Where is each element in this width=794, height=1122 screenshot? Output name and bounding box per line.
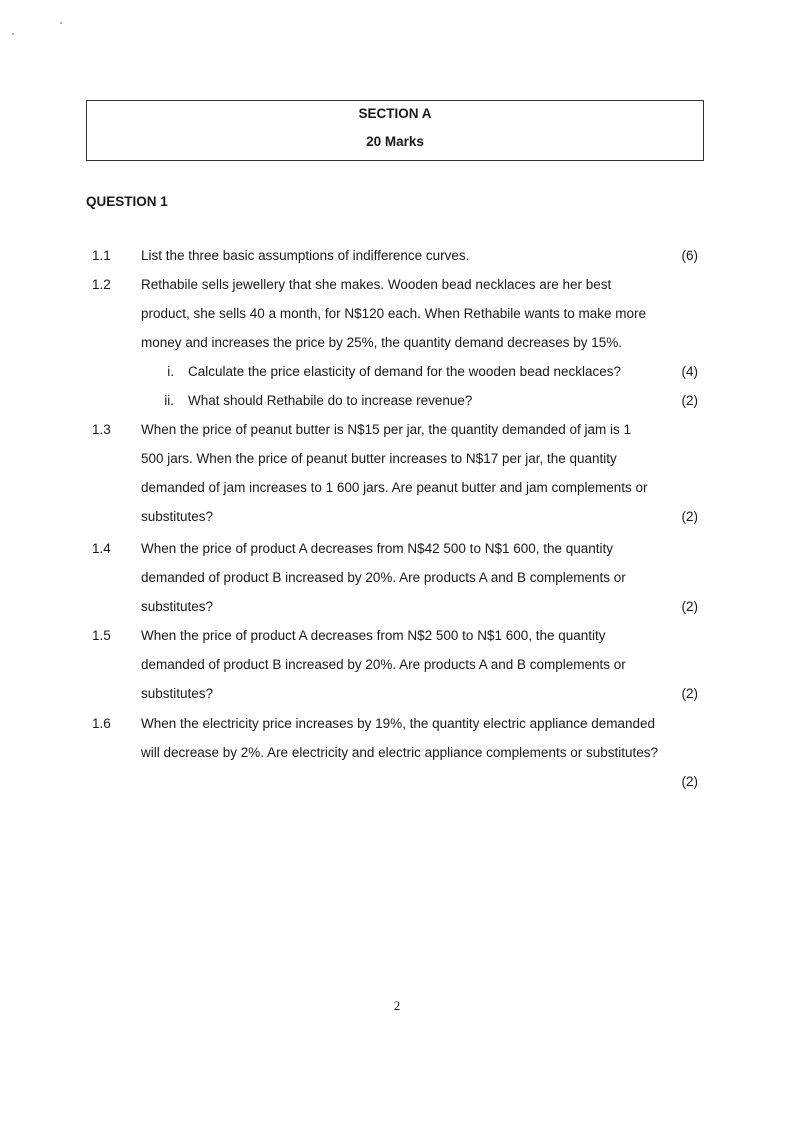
question-1-1 (92, 241, 698, 270)
question-1-4 (92, 534, 698, 621)
question-number: 1.1 (92, 248, 111, 263)
question-text: product, she sells 40 a month, for N$120 each. When Rethabile wants to make more (141, 306, 647, 321)
question-text: money and increases the price by 25%, the quantity demand decreases by 15%. (141, 335, 623, 350)
question-text: demanded of jam increases to 1 600 jars. Are peanut butter and jam complements or (141, 480, 648, 495)
scan-speck (60, 22, 62, 24)
question-text: When the electricity price increases by 19%, the quantity electric appliance demanded (141, 716, 656, 731)
section-header-box (86, 100, 704, 161)
question-text: Rethabile sells jewellery that she makes. Wooden bead necklaces are her best (141, 277, 612, 292)
page-number: 2 (393, 998, 401, 1013)
question-text: List the three basic assumptions of indifference curves. (141, 248, 470, 263)
question-text: demanded of product B increased by 20%. Are products A and B complements or (141, 570, 626, 585)
question-number: 1.5 (92, 628, 111, 643)
question-text: substitutes? (141, 686, 214, 701)
question-text: When the price of peanut butter is N$15 per jar, the quantity demanded of jam is 1 (141, 422, 632, 437)
subquestion-text: What should Rethabile do to increase revenue? (188, 393, 473, 408)
question-1-6 (92, 709, 698, 796)
section-marks: 20 Marks (366, 134, 424, 149)
question-number: 1.6 (92, 716, 111, 731)
question-marks: (2) (681, 599, 698, 614)
question-text: 500 jars. When the price of peanut butter increases to N$17 per jar, the quantity (141, 451, 617, 466)
question-1-2 (92, 270, 698, 357)
question-marks: (6) (681, 248, 698, 263)
subquestion-ii (146, 386, 698, 415)
question-marks: (2) (681, 686, 698, 701)
subquestion-number: ii. (164, 393, 174, 408)
question-title: QUESTION 1 (86, 194, 168, 209)
question-text: will decrease by 2%. Are electricity and electric appliance complements or substitutes? (141, 745, 658, 760)
question-number: 1.4 (92, 541, 111, 556)
question-1-5 (92, 621, 698, 708)
question-number: 1.3 (92, 422, 111, 437)
question-text: When the price of product A decreases from N$2 500 to N$1 600, the quantity (141, 628, 606, 643)
question-text: When the price of product A decreases from N$42 500 to N$1 600, the quantity (141, 541, 614, 556)
subquestion-marks: (2) (681, 393, 698, 408)
scan-speck (12, 33, 14, 35)
question-1-3 (92, 415, 698, 531)
subquestion-i (146, 357, 698, 386)
question-number: 1.2 (92, 277, 111, 292)
subquestion-text: Calculate the price elasticity of demand for the wooden bead necklaces? (188, 364, 622, 379)
question-marks: (2) (681, 509, 698, 524)
question-text: substitutes? (141, 599, 214, 614)
question-marks: (2) (681, 774, 698, 789)
question-text: demanded of product B increased by 20%. Are products A and B complements or (141, 657, 626, 672)
subquestion-marks: (4) (681, 364, 698, 379)
section-title: SECTION A (358, 106, 432, 121)
subquestion-number: i. (167, 364, 174, 379)
question-text: substitutes? (141, 509, 214, 524)
